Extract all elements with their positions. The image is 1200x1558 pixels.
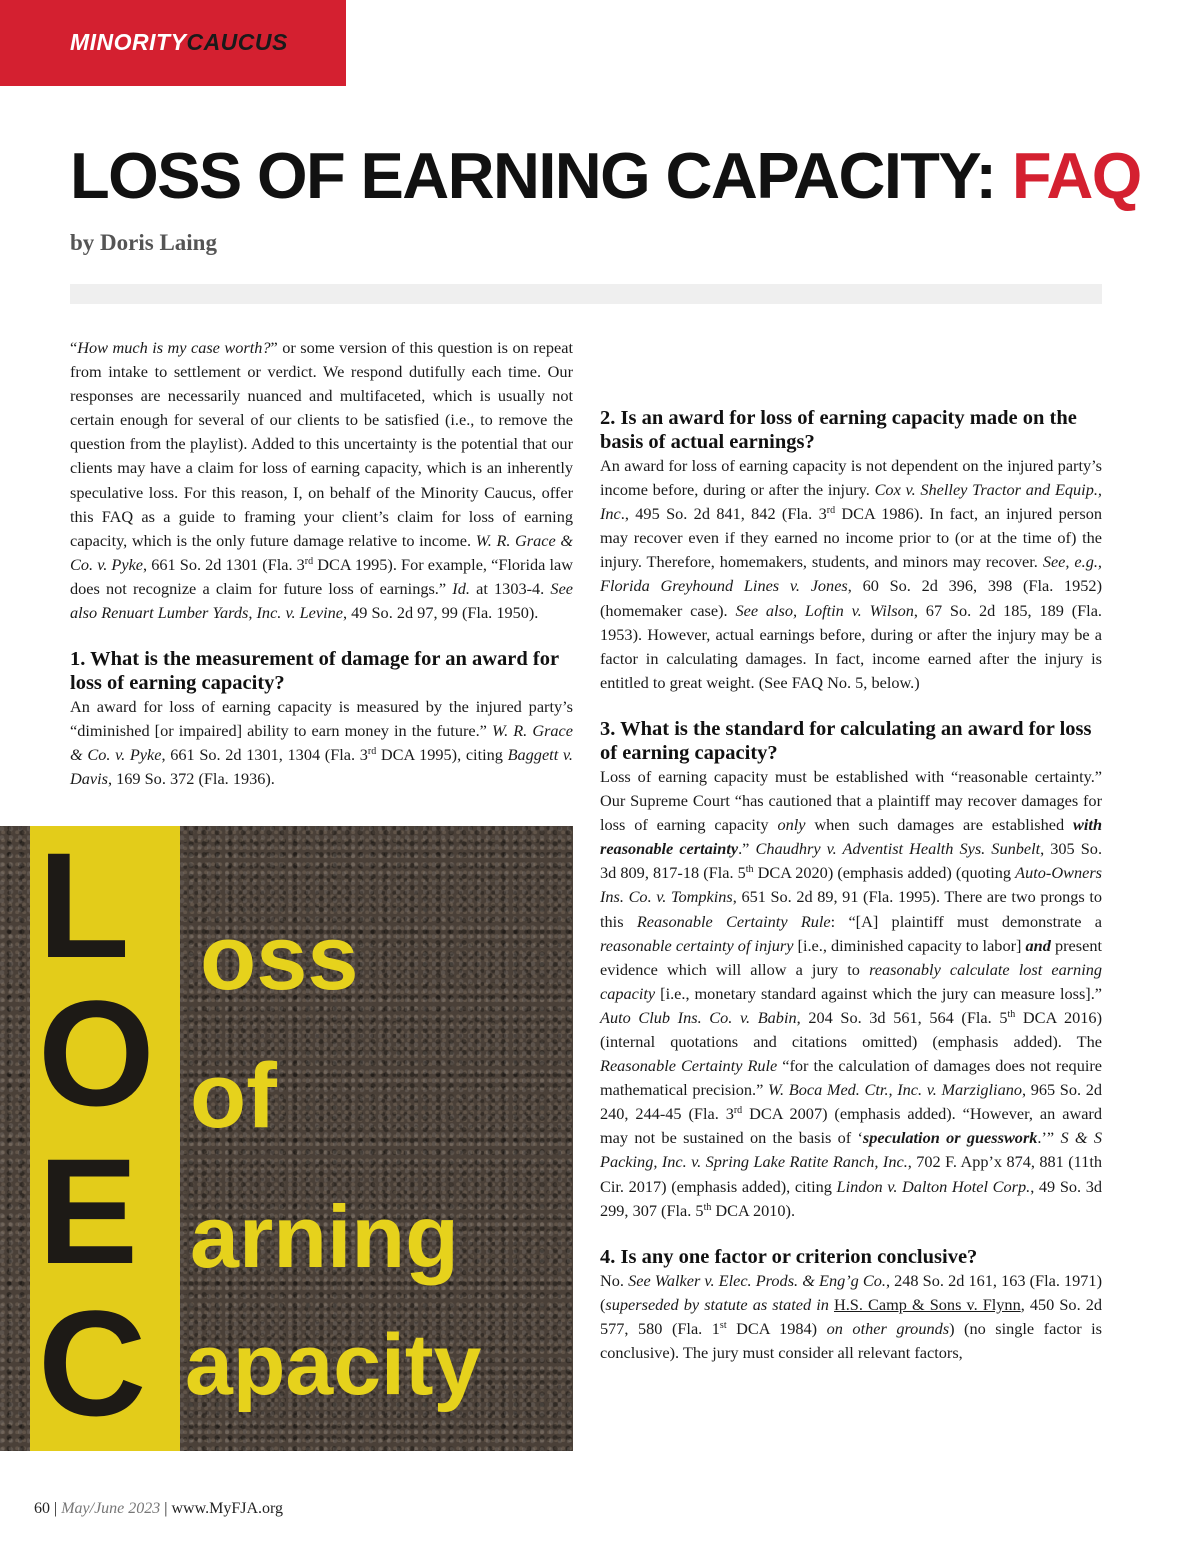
byline: by Doris Laing [70, 230, 217, 255]
loss-of-earning-capacity-photo [0, 826, 573, 1451]
page-footer: 60 | May/June 2023 | www.MyFJA.org [34, 1500, 284, 1517]
photo-word: of [190, 1045, 277, 1147]
faq-4-answer: No. See Walker v. Elec. Prods. & Eng’g Co., 248 So. 2d 161, 163 (Fla. 1971) (superseded by statute as stated in H.S. Camp & Sons v. Flynn, 450 So. 2d 577, 580 (Fla. 1st DCA 1984) on other grounds) (no single factor is conclusive). The jury must consider all relevant factors, [600, 1270, 1103, 1362]
faq-4-heading: 4. Is any one factor or criterion conclusive? [600, 1245, 978, 1268]
website-url[interactable]: www.MyFJA.org [171, 1500, 284, 1517]
faq-2-heading: 2. Is an award for loss of earning capacity made on the basis of actual earnings? [600, 407, 1077, 453]
faq-1-heading: 1. What is the measurement of damage for an award for loss of earning capacity? [70, 648, 559, 695]
article-title: LOSS OF EARNING CAPACITY: FAQ [70, 139, 1141, 212]
divider-bar [70, 284, 1102, 304]
left-column [70, 336, 573, 792]
photo-word: apacity [185, 1317, 482, 1413]
faq-3-answer: Loss of earning capacity must be established with “reasonable certainty.” Our Supreme Court “has cautioned that a plaintiff may recover damages for loss of earning capacity only when such damages are established with reasonable certainty.” Chaudhry v. Adventist Health Sys. Sunbelt, 305 So. 3d 809, 817-18 (Fla. 5th DCA 2020) (emphasis added) (quoting Auto-Owners Ins. Co. v. Tompkins, 651 So. 2d 89, 91 (Fla. 1995). There are two prongs to this Reasonable Certainty Rule: “[A] plaintiff must demonstrate a reasonable certainty of injury [i.e., diminished capacity to labor] and present evidence which will allow a jury to reasonably calculate lost earning capacity [i.e., monetary standard against which the jury can measure loss].” Auto Club Ins. Co. v. Babin, 204 So. 3d 561, 564 (Fla. 5th DCA 2016) (internal quotations and citations omitted) (emphasis added). The Reasonable Certainty Rule “for the calculation of damages does not require mathematical precision.” W. Boca Med. Ctr., Inc. v. Marzigliano, 965 So. 2d 240, 244-45 (Fla. 3rd DCA 2007) (emphasis added). “However, an award may not be sustained on the basis of ‘speculation or guesswork.’” S & S Packing, Inc. v. Spring Lake Ratite Ranch, Inc., 702 F. App’x 874, 881 (11th Cir. 2017) (emphasis added), citing Lindon v. Dalton Hotel Corp., 49 So. 3d 299, 307 (Fla. 5th DCA 2010). [600, 766, 1103, 1220]
photo-word: arning [190, 1187, 459, 1286]
intro-paragraph: “How much is my case worth?” or some version of this question is on repeat from intake to settlement or verdict. We respond dutifully each time. Our responses are necessarily nuanced and multifaceted, which is usually not certain enough for several of our clients to be satisfied (i.e., to remove the question from the playlist). Added to this uncertainty is the potential that our clients may have a claim for loss of earning capacity, which is an inherently speculative loss. For this reason, I, on behalf of the Minority Caucus, offer this FAQ as a guide to framing your client’s claim for loss of earning capacity, which is the only future damage relative to income. W. R. Grace & Co. v. Pyke, 661 So. 2d 1301 (Fla. 3rd DCA 1995). For example, “Florida law does not recognize a claim for future loss of earnings.” Id. at 1303-4. See also Renuart Lumber Yards, Inc. v. Levine, 49 So. 2d 97, 99 (Fla. 1950). [70, 338, 574, 623]
photo-word: oss [200, 907, 359, 1009]
stripe-letter: L [38, 826, 130, 989]
page-number: 60 [34, 1500, 50, 1517]
faq-2-answer: An award for loss of earning capacity is not dependent on the injured party’s income before, during or after the injury. Cox v. Shelley Tractor and Equip., Inc., 495 So. 2d 841, 842 (Fla. 3rd DCA 1986). In fact, an injured person may recover even if they earned no income prior to (or at the time of) the injury. Therefore, homemakers, students, and minors may recover. See, e.g., Florida Greyhound Lines v. Jones, 60 So. 2d 396, 398 (Fla. 1952) (homemaker case). See also, Loftin v. Wilson, 67 So. 2d 185, 189 (Fla. 1953). However, actual earnings before, during or after the injury may be a factor in calculating damages. In fact, income earned after the injury is entitled to great weight. (See FAQ No. 5, below.) [600, 456, 1102, 692]
faq-3-heading: 3. What is the standard for calculating an award for loss of earning capacity? [600, 717, 1092, 764]
case-link[interactable]: H.S. Camp & Sons v. Flynn [833, 1294, 1021, 1314]
stripe-letter: C [38, 1279, 147, 1447]
stripe-letters [30, 826, 180, 1451]
issue-date: May/June 2023 [61, 1500, 161, 1517]
faq-1-answer: An award for loss of earning capacity is measured by the injured party’s “diminished [or impaired] ability to earn money in the future.” W. R. Grace & Co. v. Pyke, 661 So. 2d 1301, 1304 (Fla. 3rd DCA 1995), citing Baggett v. Davis, 169 So. 372 (Fla. 1936). [70, 697, 574, 789]
stripe-letter: O [38, 969, 155, 1137]
section-banner [0, 0, 346, 86]
section-label: MINORITYCAUCUS [70, 29, 288, 55]
right-column [600, 336, 1102, 1365]
stripe-letter: E [38, 1127, 139, 1295]
